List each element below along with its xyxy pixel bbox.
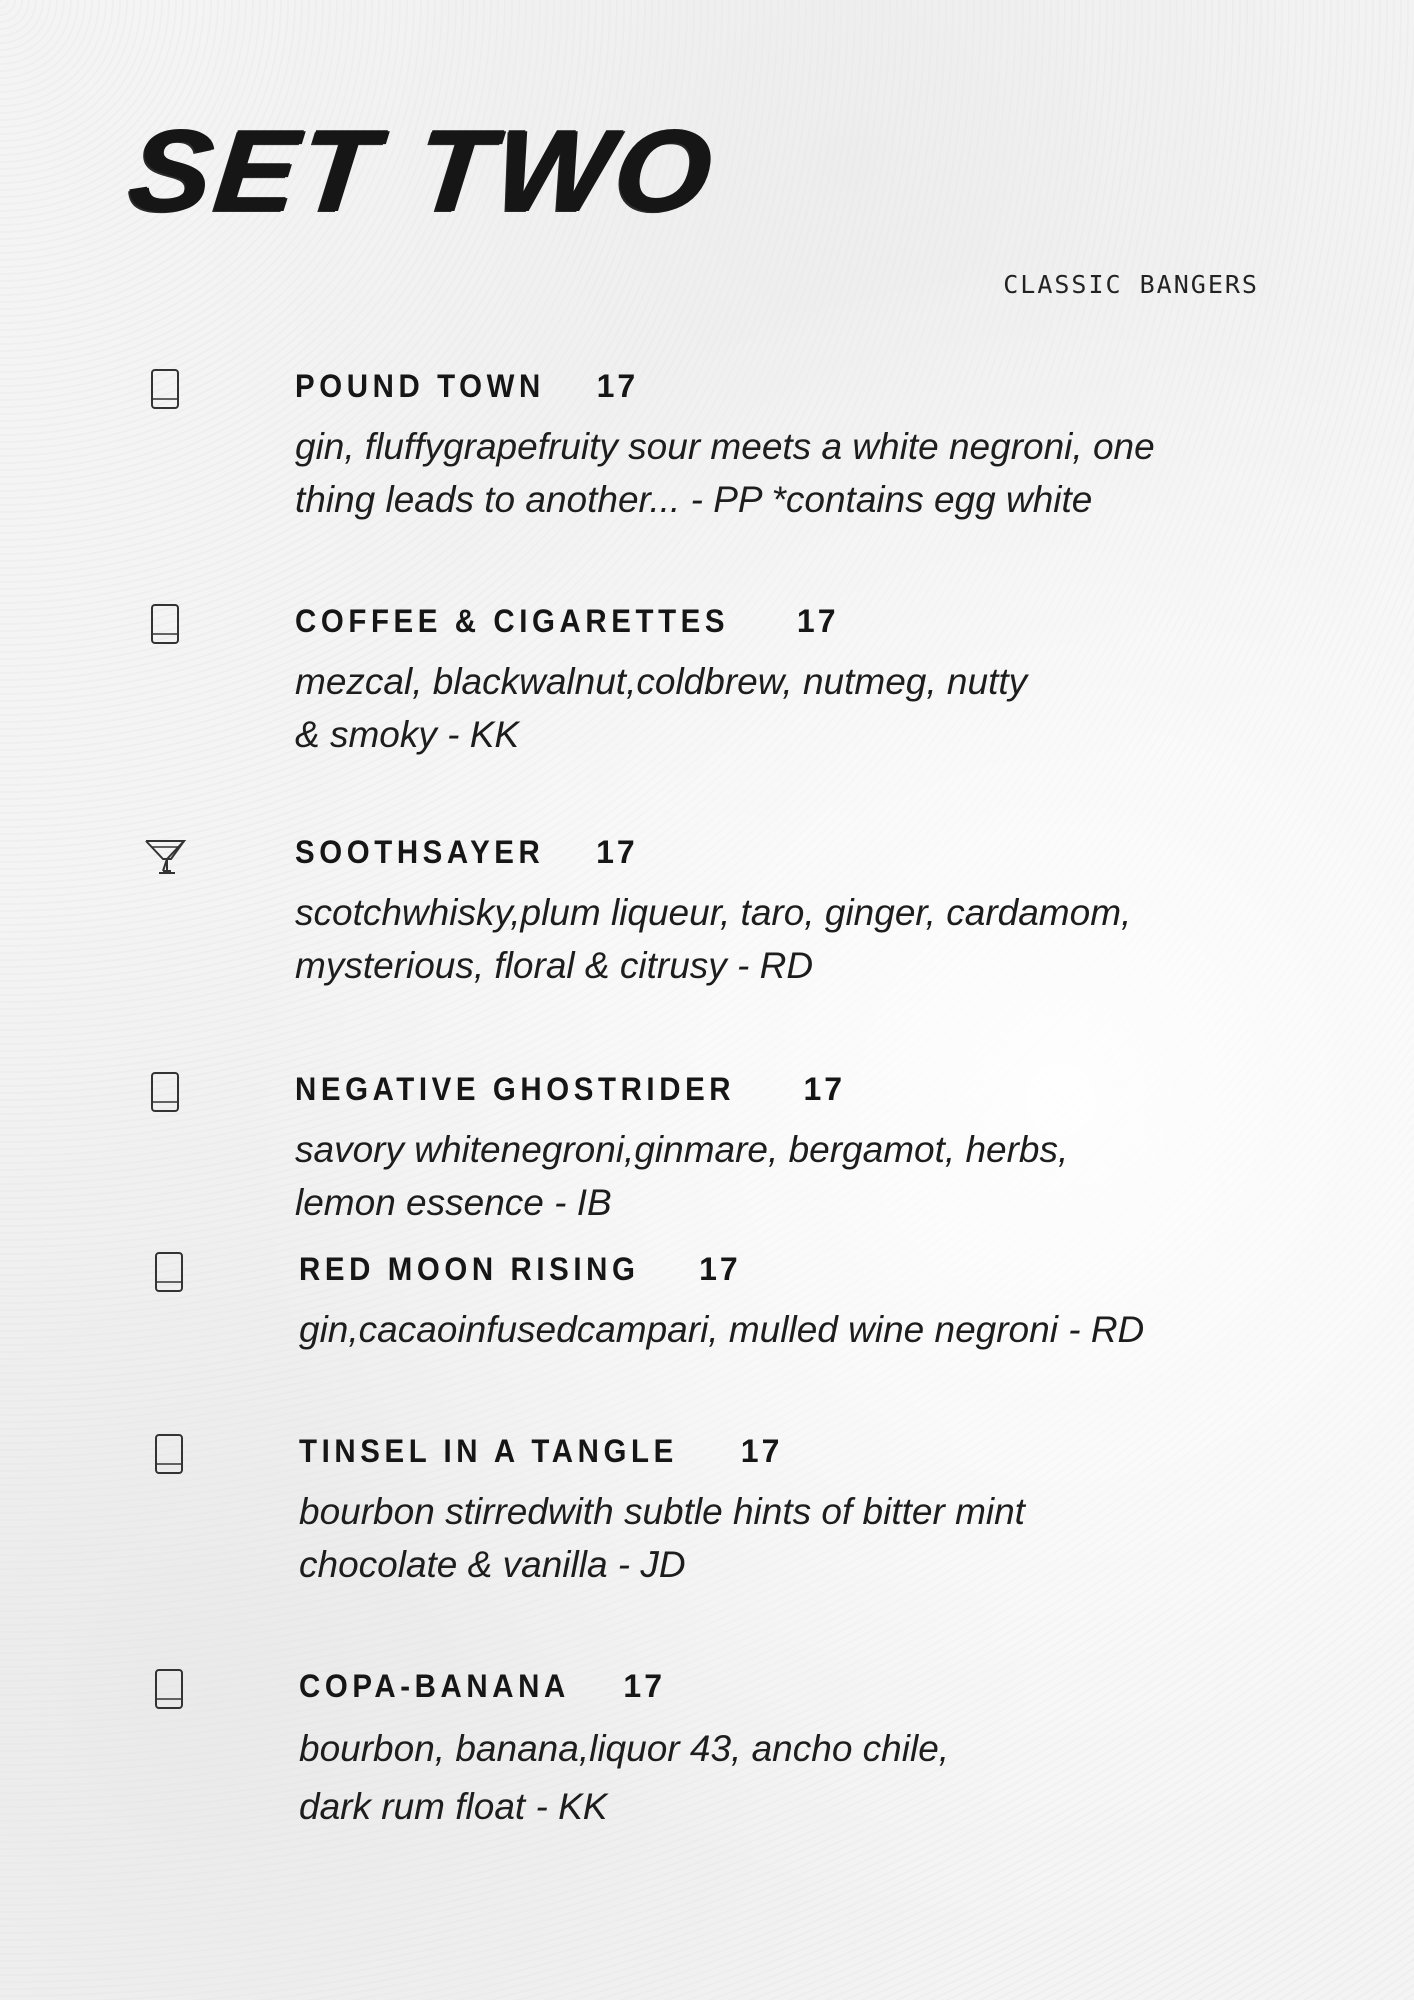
item-description: savory whitenegroni,ginmare, bergamot, herbs, lemon essence - IB bbox=[295, 1129, 1069, 1223]
item-price: 17 bbox=[796, 603, 839, 639]
rocks-glass-icon bbox=[147, 1433, 191, 1477]
item-name: COPA-BANANA bbox=[299, 1668, 570, 1704]
item-name: TINSEL IN A TANGLE bbox=[299, 1433, 678, 1469]
item-name: SOOTHSAYER bbox=[295, 834, 545, 870]
rocks-glass-icon bbox=[147, 1251, 191, 1295]
item-description: gin, fluffygrapefruity sour meets a white negroni, one thing leads to another... - PP *contains egg white bbox=[295, 426, 1155, 520]
rocks-glass-icon bbox=[143, 368, 187, 412]
item-description: mezcal, blackwalnut,coldbrew, nutmeg, nutty & smoky - KK bbox=[295, 661, 1028, 755]
item-name: NEGATIVE GHOSTRIDER bbox=[295, 1071, 736, 1107]
item-description: bourbon stirredwith subtle hints of bitter mint chocolate & vanilla - JD bbox=[299, 1491, 1025, 1585]
rocks-glass-icon bbox=[143, 603, 187, 647]
item-price: 17 bbox=[596, 834, 638, 870]
item-description: bourbon, banana,liquor 43, ancho chile, dark rum float - KK bbox=[299, 1728, 950, 1827]
item-price: 17 bbox=[623, 1668, 665, 1704]
item-description: scotchwhisky,plum liqueur, taro, ginger, cardamom, mysterious, floral & citrusy - RD bbox=[295, 892, 1132, 986]
item-name: POUND TOWN bbox=[295, 368, 545, 404]
item-price: 17 bbox=[596, 368, 639, 404]
item-name: RED MOON RISING bbox=[299, 1251, 640, 1287]
rocks-glass-icon bbox=[147, 1668, 191, 1712]
item-price: 17 bbox=[740, 1433, 783, 1469]
item-price: 17 bbox=[699, 1251, 741, 1287]
menu-subtitle: CLASSIC BANGERS bbox=[1003, 270, 1259, 299]
coupe-glass-icon bbox=[143, 834, 187, 878]
menu-title: SET TWO bbox=[123, 105, 721, 235]
item-price: 17 bbox=[803, 1071, 846, 1107]
item-name: COFFEE & CIGARETTES bbox=[295, 603, 730, 639]
rocks-glass-icon bbox=[143, 1071, 187, 1115]
item-description: gin,cacaoinfusedcampari, mulled wine negroni - RD bbox=[299, 1309, 1145, 1350]
